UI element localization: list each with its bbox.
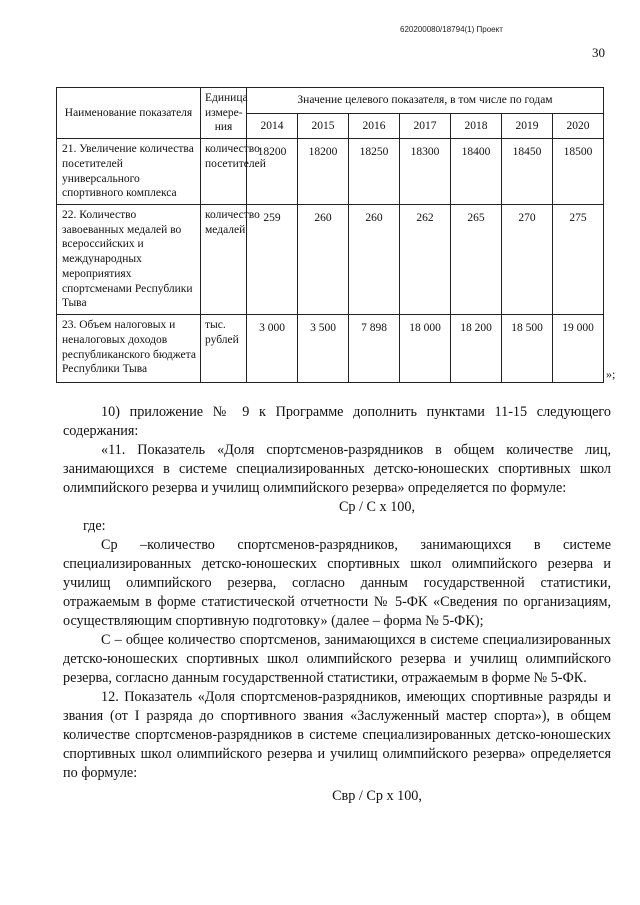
row-name: 22. Количество завоеванных медалей во всероссийских и международных мероприятиях спортсменами Республики Тыва — [57, 205, 201, 315]
document-id: 620200080/18794(1) Проект — [400, 25, 503, 34]
page-number: 30 — [592, 45, 605, 60]
indicators-table — [56, 87, 604, 383]
formula-1: Ср / С х 100, — [338, 499, 416, 515]
year-header: 2016 — [349, 113, 400, 139]
year-header: 2014 — [247, 113, 298, 139]
row-value: 260 — [349, 205, 400, 315]
paragraph-indicator-11: «11. Показатель «Доля спортсменов-разрядников в общем количестве лиц, занимающихся в системе специализированных детско-юношеских спортивных школ олимпийского резерва и училищ олимпийского резерва» определяется по формуле: — [63, 442, 611, 496]
year-header: 2018 — [451, 113, 502, 139]
row-value: 18200 — [298, 139, 349, 205]
row-value: 18250 — [349, 139, 400, 205]
table-row — [57, 205, 604, 315]
year-header: 2020 — [553, 113, 604, 139]
document-body — [63, 403, 611, 806]
row-value: 18 200 — [451, 315, 502, 383]
year-header: 2015 — [298, 113, 349, 139]
row-name: 23. Объем налоговых и неналоговых доходов республиканского бюджета Республики Тыва — [57, 315, 201, 383]
row-name: 21. Увеличение количества посетителей универсального спортивного комплекса — [57, 139, 201, 205]
year-header: 2019 — [502, 113, 553, 139]
row-value: 18400 — [451, 139, 502, 205]
row-value: 18200 — [247, 139, 298, 205]
row-unit: количество посетителей — [201, 139, 247, 205]
header-values: Значение целевого показателя, в том числе по годам — [247, 88, 604, 114]
row-value: 3 500 — [298, 315, 349, 383]
paragraph-definition-cp: Ср –количество спортсменов-разрядников, занимающихся в системе специализированных детско-юношеских спортивных школ олимпийского резерва и училищ олимпийского резерва, согласно данным государственной статистики, отражаемым в форме статистической отчетности № 5-ФК «Сведения по организациям, осуществляющим спортивную подготовку» (далее – форма № 5-ФК); — [63, 537, 611, 629]
row-value: 7 898 — [349, 315, 400, 383]
where-label: где: — [83, 518, 106, 534]
table-row — [57, 315, 604, 383]
row-unit: количество медалей — [201, 205, 247, 315]
row-value: 275 — [553, 205, 604, 315]
row-value: 18450 — [502, 139, 553, 205]
row-value: 19 000 — [553, 315, 604, 383]
table-closing-quote: »; — [606, 367, 616, 381]
row-value: 3 000 — [247, 315, 298, 383]
row-value: 18300 — [400, 139, 451, 205]
row-unit: тыс. рублей — [201, 315, 247, 383]
table-row — [57, 139, 604, 205]
header-unit: Единица измере-ния — [201, 88, 247, 139]
row-value: 270 — [502, 205, 553, 315]
row-value: 260 — [298, 205, 349, 315]
row-value: 265 — [451, 205, 502, 315]
row-value: 262 — [400, 205, 451, 315]
row-value: 18 500 — [502, 315, 553, 383]
row-value: 259 — [247, 205, 298, 315]
paragraph-indicator-12: 12. Показатель «Доля спортсменов-разрядников, имеющих спортивные разряды и звания (от I разряда до спортивного звания «Заслуженный мастер спорта»), в общем количестве спортсменов-разрядников в системе специализированных детско-юношеских спортивных школ олимпийского резерва и училищ олимпийского резерва» определяется по формуле: — [63, 689, 611, 781]
row-value: 18 000 — [400, 315, 451, 383]
paragraph-appendix: 10) приложение № 9 к Программе дополнить пунктами 11-15 следующего содержания: — [63, 404, 611, 439]
row-value: 18500 — [553, 139, 604, 205]
paragraph-definition-c: С – общее количество спортсменов, занимающихся в системе специализированных детско-юношеских спортивных школ олимпийского резерва и училищ олимпийского резерва, согласно данным государственной статистики, отражаемым в форме № 5-ФК. — [63, 632, 611, 686]
table-header-row — [57, 88, 604, 114]
formula-2: Свр / Ср х 100, — [332, 788, 422, 804]
year-header: 2017 — [400, 113, 451, 139]
header-name: Наименование показателя — [57, 88, 201, 139]
